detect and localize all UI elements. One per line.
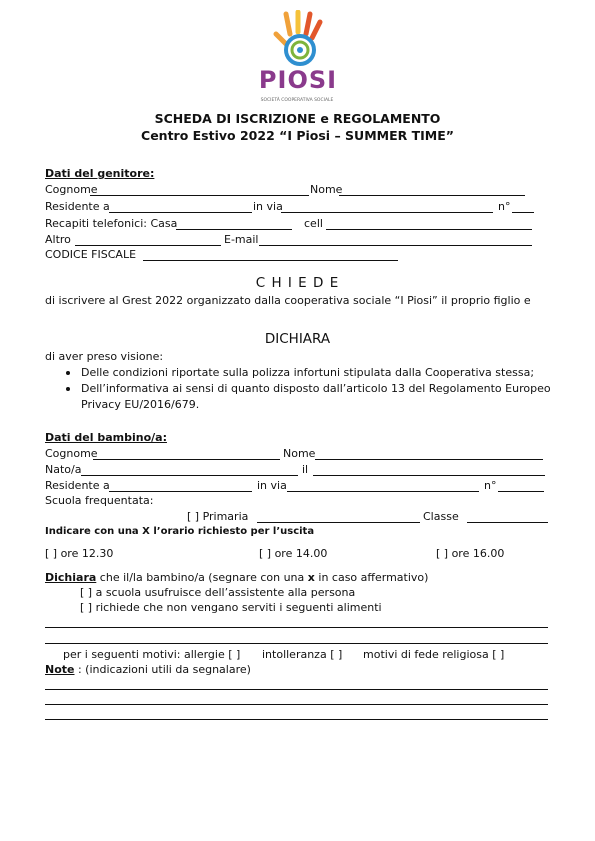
genitore-cell-label: cell bbox=[304, 217, 323, 230]
classe-field[interactable] bbox=[467, 522, 548, 523]
genitore-altro-field[interactable] bbox=[75, 245, 221, 246]
primaria-checkbox[interactable]: [ ] Primaria bbox=[187, 510, 249, 523]
hand-logo-icon bbox=[256, 10, 338, 72]
chiede-text: di iscrivere al Grest 2022 organizzato dalla cooperativa sociale “I Piosi” il proprio figlio e bbox=[45, 294, 531, 307]
bullet-icon bbox=[66, 371, 70, 375]
document-subtitle: Centro Estivo 2022 “I Piosi – SUMMER TIME” bbox=[141, 128, 454, 143]
bambino-nome-field[interactable] bbox=[315, 459, 543, 460]
note-line-2[interactable] bbox=[45, 704, 548, 705]
logo-subtitle: SOCIETÀ COOPERATIVA SOCIALE bbox=[260, 98, 334, 103]
genitore-cell-field[interactable] bbox=[326, 229, 532, 230]
genitore-recapiti-label: Recapiti telefonici: Casa bbox=[45, 217, 178, 230]
genitore-residente-label: Residente a bbox=[45, 200, 110, 213]
alimenti-checkbox[interactable]: [ ] richiede che non vengano serviti i seguenti alimenti bbox=[80, 601, 382, 614]
bambino-via-field[interactable] bbox=[287, 491, 479, 492]
note-line-3[interactable] bbox=[45, 719, 548, 720]
bambino-nato-field[interactable] bbox=[81, 475, 298, 476]
genitore-via-label: in via bbox=[253, 200, 283, 213]
bambino-nato-label: Nato/a bbox=[45, 463, 82, 476]
logo-brand: PIOSI bbox=[258, 66, 338, 94]
genitore-cognome-label: Cognome bbox=[45, 183, 98, 196]
primaria-field[interactable] bbox=[257, 522, 420, 523]
bambino-residente-field[interactable] bbox=[109, 491, 252, 492]
allergie-checkbox[interactable]: per i seguenti motivi: allergie [ ] bbox=[63, 648, 241, 661]
dichiara2-x: x bbox=[307, 571, 315, 584]
dichiara-intro: di aver preso visione: bbox=[45, 350, 164, 363]
genitore-heading: Dati del genitore: bbox=[45, 167, 155, 180]
dichiara-bullet-2a: Dell’informativa ai sensi di quanto disposto dall’articolo 13 del Regolamento Europeo bbox=[81, 382, 551, 395]
bullet-icon bbox=[66, 387, 70, 391]
alimenti-line-2[interactable] bbox=[45, 643, 548, 644]
genitore-email-field[interactable] bbox=[259, 245, 532, 246]
bambino-residente-label: Residente a bbox=[45, 479, 110, 492]
bambino-cognome-label: Cognome bbox=[45, 447, 98, 460]
orario-1400-checkbox[interactable]: [ ] ore 14.00 bbox=[259, 547, 328, 560]
chiede-heading: C H I E D E bbox=[255, 275, 340, 291]
genitore-casa-field[interactable] bbox=[176, 229, 292, 230]
dichiara-heading: DICHIARA bbox=[264, 331, 331, 347]
genitore-cf-label: CODICE FISCALE bbox=[45, 248, 137, 261]
genitore-nome-label: Nome bbox=[310, 183, 343, 196]
dichiara-bullet-2b: Privacy EU/2016/679. bbox=[81, 398, 200, 411]
dichiara-bullet-1: Delle condizioni riportate sulla polizza infortuni stipulata dalla Cooperativa stessa; bbox=[81, 366, 535, 379]
bambino-il-field[interactable] bbox=[313, 475, 545, 476]
genitore-nome-field[interactable] bbox=[339, 195, 525, 196]
genitore-cf-field[interactable] bbox=[143, 260, 398, 261]
note-line-1[interactable] bbox=[45, 689, 548, 690]
genitore-numero-field[interactable] bbox=[512, 212, 534, 213]
piosi-logo bbox=[256, 10, 338, 108]
note-rest: : (indicazioni utili da segnalare) bbox=[74, 663, 251, 676]
bambino-numero-field[interactable] bbox=[498, 491, 544, 492]
bambino-il-label: il bbox=[302, 463, 309, 476]
note-line bbox=[45, 663, 251, 676]
genitore-email-label: E-mail bbox=[224, 233, 259, 246]
bambino-via-label: in via bbox=[257, 479, 287, 492]
document-title: SCHEDA DI ISCRIZIONE e REGOLAMENTO bbox=[154, 111, 441, 126]
genitore-residente-field[interactable] bbox=[109, 212, 252, 213]
bambino-numero-label: n° bbox=[484, 479, 497, 492]
orario-1230-checkbox[interactable]: [ ] ore 12.30 bbox=[45, 547, 114, 560]
genitore-altro-label: Altro bbox=[45, 233, 71, 246]
bambino-classe-label: Classe bbox=[423, 510, 459, 523]
genitore-numero-label: n° bbox=[498, 200, 511, 213]
dichiara2-rest-a: che il/la bambino/a (segnare con una bbox=[96, 571, 308, 584]
bambino-heading: Dati del bambino/a: bbox=[45, 431, 167, 444]
bambino-scuola-label: Scuola frequentata: bbox=[45, 494, 154, 507]
religiosa-checkbox[interactable]: motivi di fede religiosa [ ] bbox=[363, 648, 505, 661]
orario-label: Indicare con una X l’orario richiesto per l’uscita bbox=[45, 526, 315, 537]
dichiara2-word: Dichiara bbox=[45, 571, 97, 584]
intolleranza-checkbox[interactable]: intolleranza [ ] bbox=[262, 648, 343, 661]
dichiara2-rest-b: in caso affermativo) bbox=[314, 571, 429, 584]
orario-1600-checkbox[interactable]: [ ] ore 16.00 bbox=[436, 547, 505, 560]
genitore-via-field[interactable] bbox=[281, 212, 493, 213]
bambino-nome-label: Nome bbox=[283, 447, 316, 460]
assistente-checkbox[interactable]: [ ] a scuola usufruisce dell’assistente alla persona bbox=[80, 586, 356, 599]
genitore-cognome-field[interactable] bbox=[90, 195, 309, 196]
bambino-cognome-field[interactable] bbox=[93, 459, 280, 460]
dichiara2-line bbox=[45, 571, 428, 584]
alimenti-line-1[interactable] bbox=[45, 627, 548, 628]
note-word: Note bbox=[45, 663, 75, 676]
